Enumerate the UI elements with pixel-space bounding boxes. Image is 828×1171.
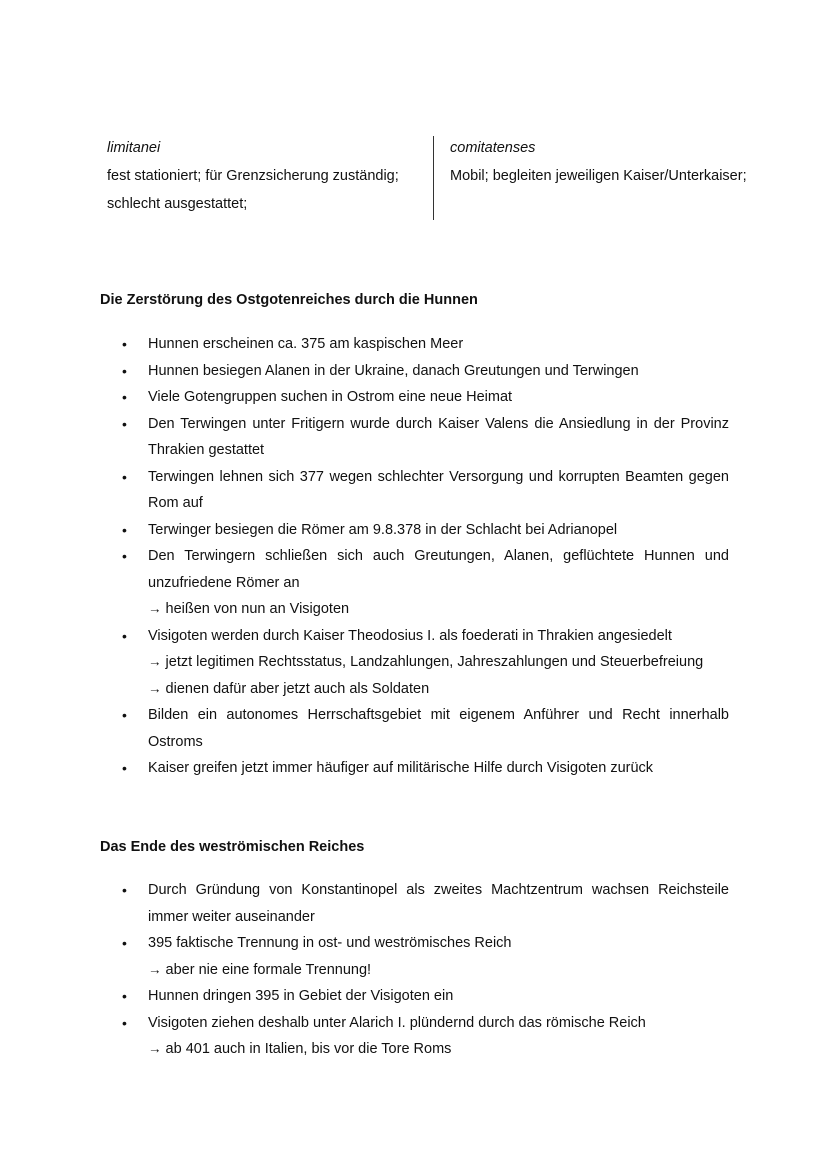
list-item-text: Terwingen lehnen sich 377 wegen schlechter Versorgung und korrupten Beamten gegen Rom auf — [148, 468, 729, 511]
comitatenses-heading: comitatenses — [450, 140, 536, 156]
list-item — [0, 411, 828, 464]
bullet-icon: • — [122, 988, 127, 1004]
list-item — [0, 331, 828, 358]
bullet-icon: • — [122, 336, 127, 352]
limitanei-heading: limitanei — [107, 140, 161, 156]
list-sub-text: dienen dafür aber jetzt auch als Soldaten — [165, 680, 430, 697]
bullet-icon: • — [122, 935, 127, 951]
comitatenses-line-1: Mobil; begleiten jeweiligen Kaiser/Unterkaiser; — [450, 168, 747, 184]
list-item — [0, 983, 828, 1010]
section-heading: Das Ende des weströmischen Reiches — [100, 839, 365, 855]
list-sub-text: ab 401 auch in Italien, bis vor die Tore Roms — [165, 1041, 452, 1057]
bullet-icon: • — [122, 627, 127, 644]
list-item — [0, 543, 828, 623]
arrow-right-icon: → — [148, 1041, 162, 1056]
ostgoten-list — [0, 331, 828, 782]
limitanei-column — [107, 134, 422, 218]
list-item-text: Viele Gotengruppen suchen in Ostrom eine neue Heimat — [148, 389, 513, 405]
list-item — [0, 755, 828, 782]
bullet-icon: • — [122, 707, 127, 723]
bullet-icon: • — [122, 760, 127, 776]
list-sub-line — [148, 957, 729, 984]
column-divider — [433, 136, 434, 220]
list-item-text: Den Terwingern schließen sich auch Greutungen, Alanen, geflüchtete Hunnen und unzufriedene Römer an — [148, 548, 729, 591]
bullet-icon: • — [122, 548, 127, 564]
arrow-right-icon: → — [148, 654, 162, 669]
list-item — [0, 702, 828, 755]
list-item — [0, 1010, 828, 1063]
list-item-text: Kaiser greifen jetzt immer häufiger auf militärische Hilfe durch Visigoten zurück — [148, 760, 654, 776]
list-item-text: Visigoten ziehen deshalb unter Alarich I. plündernd durch das römische Reich — [148, 1014, 646, 1031]
list-sub-line — [148, 1036, 729, 1063]
list-sub-line — [148, 649, 729, 676]
list-sub-text: aber nie eine formale Trennung! — [165, 961, 372, 978]
arrow-right-icon: → — [148, 601, 162, 616]
list-item-text: Den Terwingen unter Fritigern wurde durch Kaiser Valens die Ansiedlung in der Provinz Thrakien gestattet — [148, 415, 729, 458]
list-item — [0, 877, 828, 930]
list-sub-line — [148, 676, 729, 703]
list-item-text: Terwinger besiegen die Römer am 9.8.378 in der Schlacht bei Adrianopel — [148, 521, 618, 538]
list-item-text: Visigoten werden durch Kaiser Theodosius I. als foederati in Thrakien angesiedelt — [148, 627, 672, 644]
list-item-text: 395 faktische Trennung in ost- und weströmisches Reich — [148, 935, 512, 951]
section-heading: Die Zerstörung des Ostgotenreiches durch die Hunnen — [100, 292, 478, 308]
bullet-icon: • — [122, 389, 127, 405]
bullet-icon: • — [122, 1014, 127, 1031]
list-item-text: Bilden ein autonomes Herrschaftsgebiet mit eigenem Anführer und Recht innerhalb Ostroms — [148, 707, 729, 750]
bullet-icon: • — [122, 468, 127, 485]
list-item-text: Hunnen besiegen Alanen in der Ukraine, danach Greutungen und Terwingen — [148, 362, 639, 379]
bullet-icon: • — [122, 882, 127, 898]
list-item — [0, 623, 828, 703]
limitanei-line-2: schlecht ausgestattet; — [107, 196, 248, 212]
list-item-text: Durch Gründung von Konstantinopel als zweites Machtzentrum wachsen Reichsteile immer weiter auseinander — [148, 882, 729, 925]
list-item-text: Hunnen dringen 395 in Gebiet der Visigoten ein — [148, 988, 454, 1004]
comitatenses-column — [450, 134, 795, 190]
westrom-list — [0, 877, 828, 1063]
list-item — [0, 517, 828, 544]
list-sub-line — [148, 596, 729, 623]
list-item — [0, 930, 828, 983]
bullet-icon: • — [122, 362, 127, 379]
list-item-text: Hunnen erscheinen ca. 375 am kaspischen Meer — [148, 336, 464, 352]
list-sub-text: jetzt legitimen Rechtsstatus, Landzahlungen, Jahreszahlungen und Steuerbefreiung — [165, 654, 704, 670]
arrow-right-icon: → — [148, 961, 162, 977]
list-sub-text: heißen von nun an Visigoten — [165, 601, 350, 617]
list-item — [0, 358, 828, 385]
arrow-right-icon: → — [148, 680, 162, 696]
list-item — [0, 384, 828, 411]
military-types-table — [107, 134, 797, 220]
list-item — [0, 464, 828, 517]
limitanei-line-1: fest stationiert; für Grenzsicherung zuständig; — [107, 168, 399, 184]
bullet-icon: • — [122, 521, 127, 538]
bullet-icon: • — [122, 415, 127, 432]
